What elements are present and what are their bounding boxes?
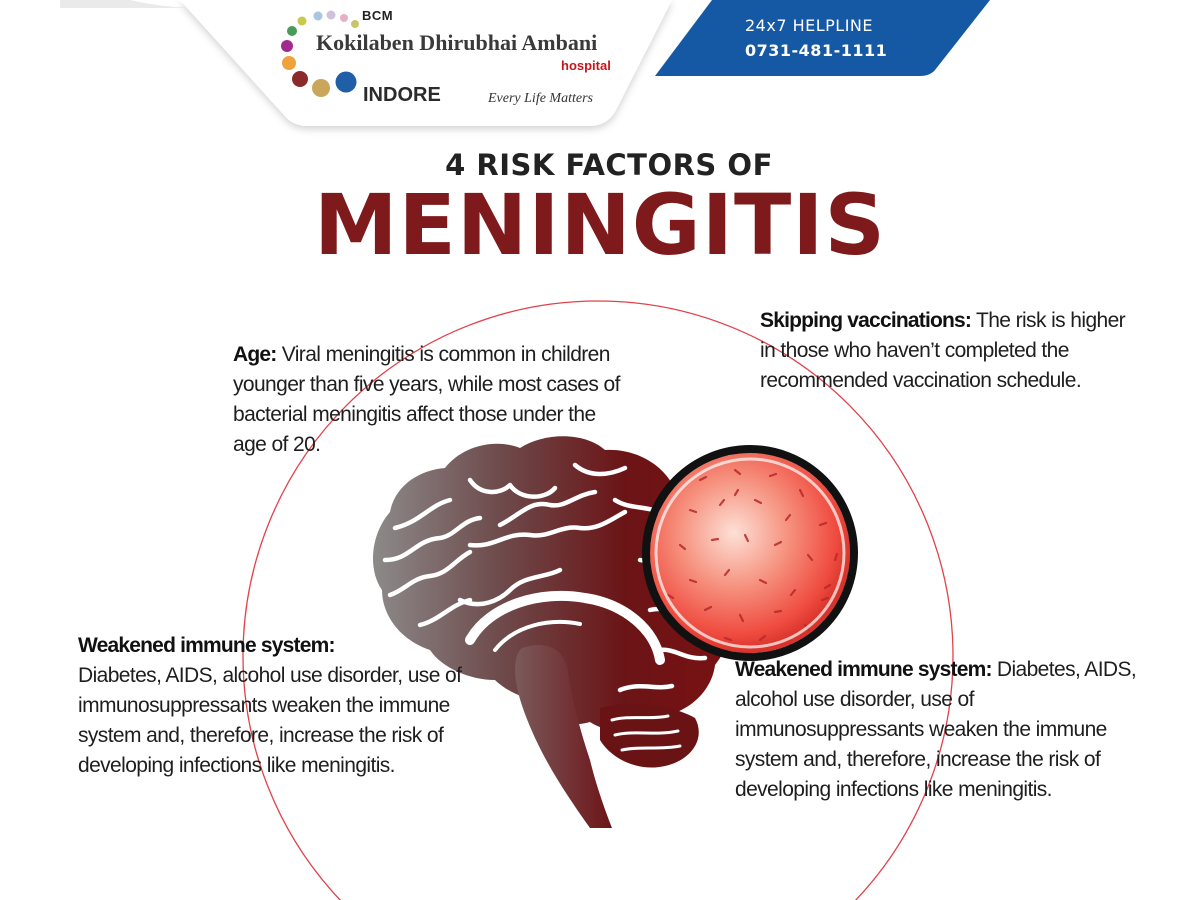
risk-factor-immune-left-text: Diabetes, AIDS, alcohol use disorder, use of immunosuppressants weaken the immune system and, therefore, increase the risk of developing infections like meningitis.: [78, 664, 462, 777]
risk-factor-immune-left-label: Weakened immune system:: [78, 634, 335, 657]
risk-factor-age-text: Viral meningitis is common in children younger than five years, while most cases of bacterial meningitis affect those under the age of 20.: [233, 343, 620, 456]
risk-factor-vaccinations-label: Skipping vaccinations:: [760, 309, 972, 332]
magnifier-icon: [646, 449, 854, 657]
risk-factor-age: [233, 340, 633, 460]
hospital-name: Kokilaben Dhirubhai Ambani: [316, 30, 598, 55]
risk-factor-immune-right: [735, 655, 1155, 805]
risk-factor-age-label: Age:: [233, 343, 277, 366]
group-label: BCM: [362, 8, 394, 23]
tagline: Every Life Matters: [488, 91, 593, 106]
helpline-number: 0731-481-1111: [745, 41, 888, 60]
page-subtitle: 4 RISK FACTORS OF: [445, 148, 773, 182]
risk-factor-vaccinations-text: The risk is higher in those who haven’t completed the recommended vaccination schedule.: [760, 309, 1126, 392]
page-title: MENINGITIS: [313, 176, 887, 274]
risk-factor-immune-left: [78, 631, 478, 781]
risk-factor-immune-right-label: Weakened immune system:: [735, 658, 992, 681]
city-label: INDORE: [363, 84, 441, 106]
risk-factor-vaccinations: [760, 306, 1140, 396]
hospital-word: hospital: [561, 58, 611, 73]
helpline-label: 24x7 HELPLINE: [745, 16, 874, 35]
risk-factor-immune-right-text: Diabetes, AIDS, alcohol use disorder, use of immunosuppressants weaken the immune system and, therefore, increase the risk of developing infections like meningitis.: [735, 658, 1137, 801]
